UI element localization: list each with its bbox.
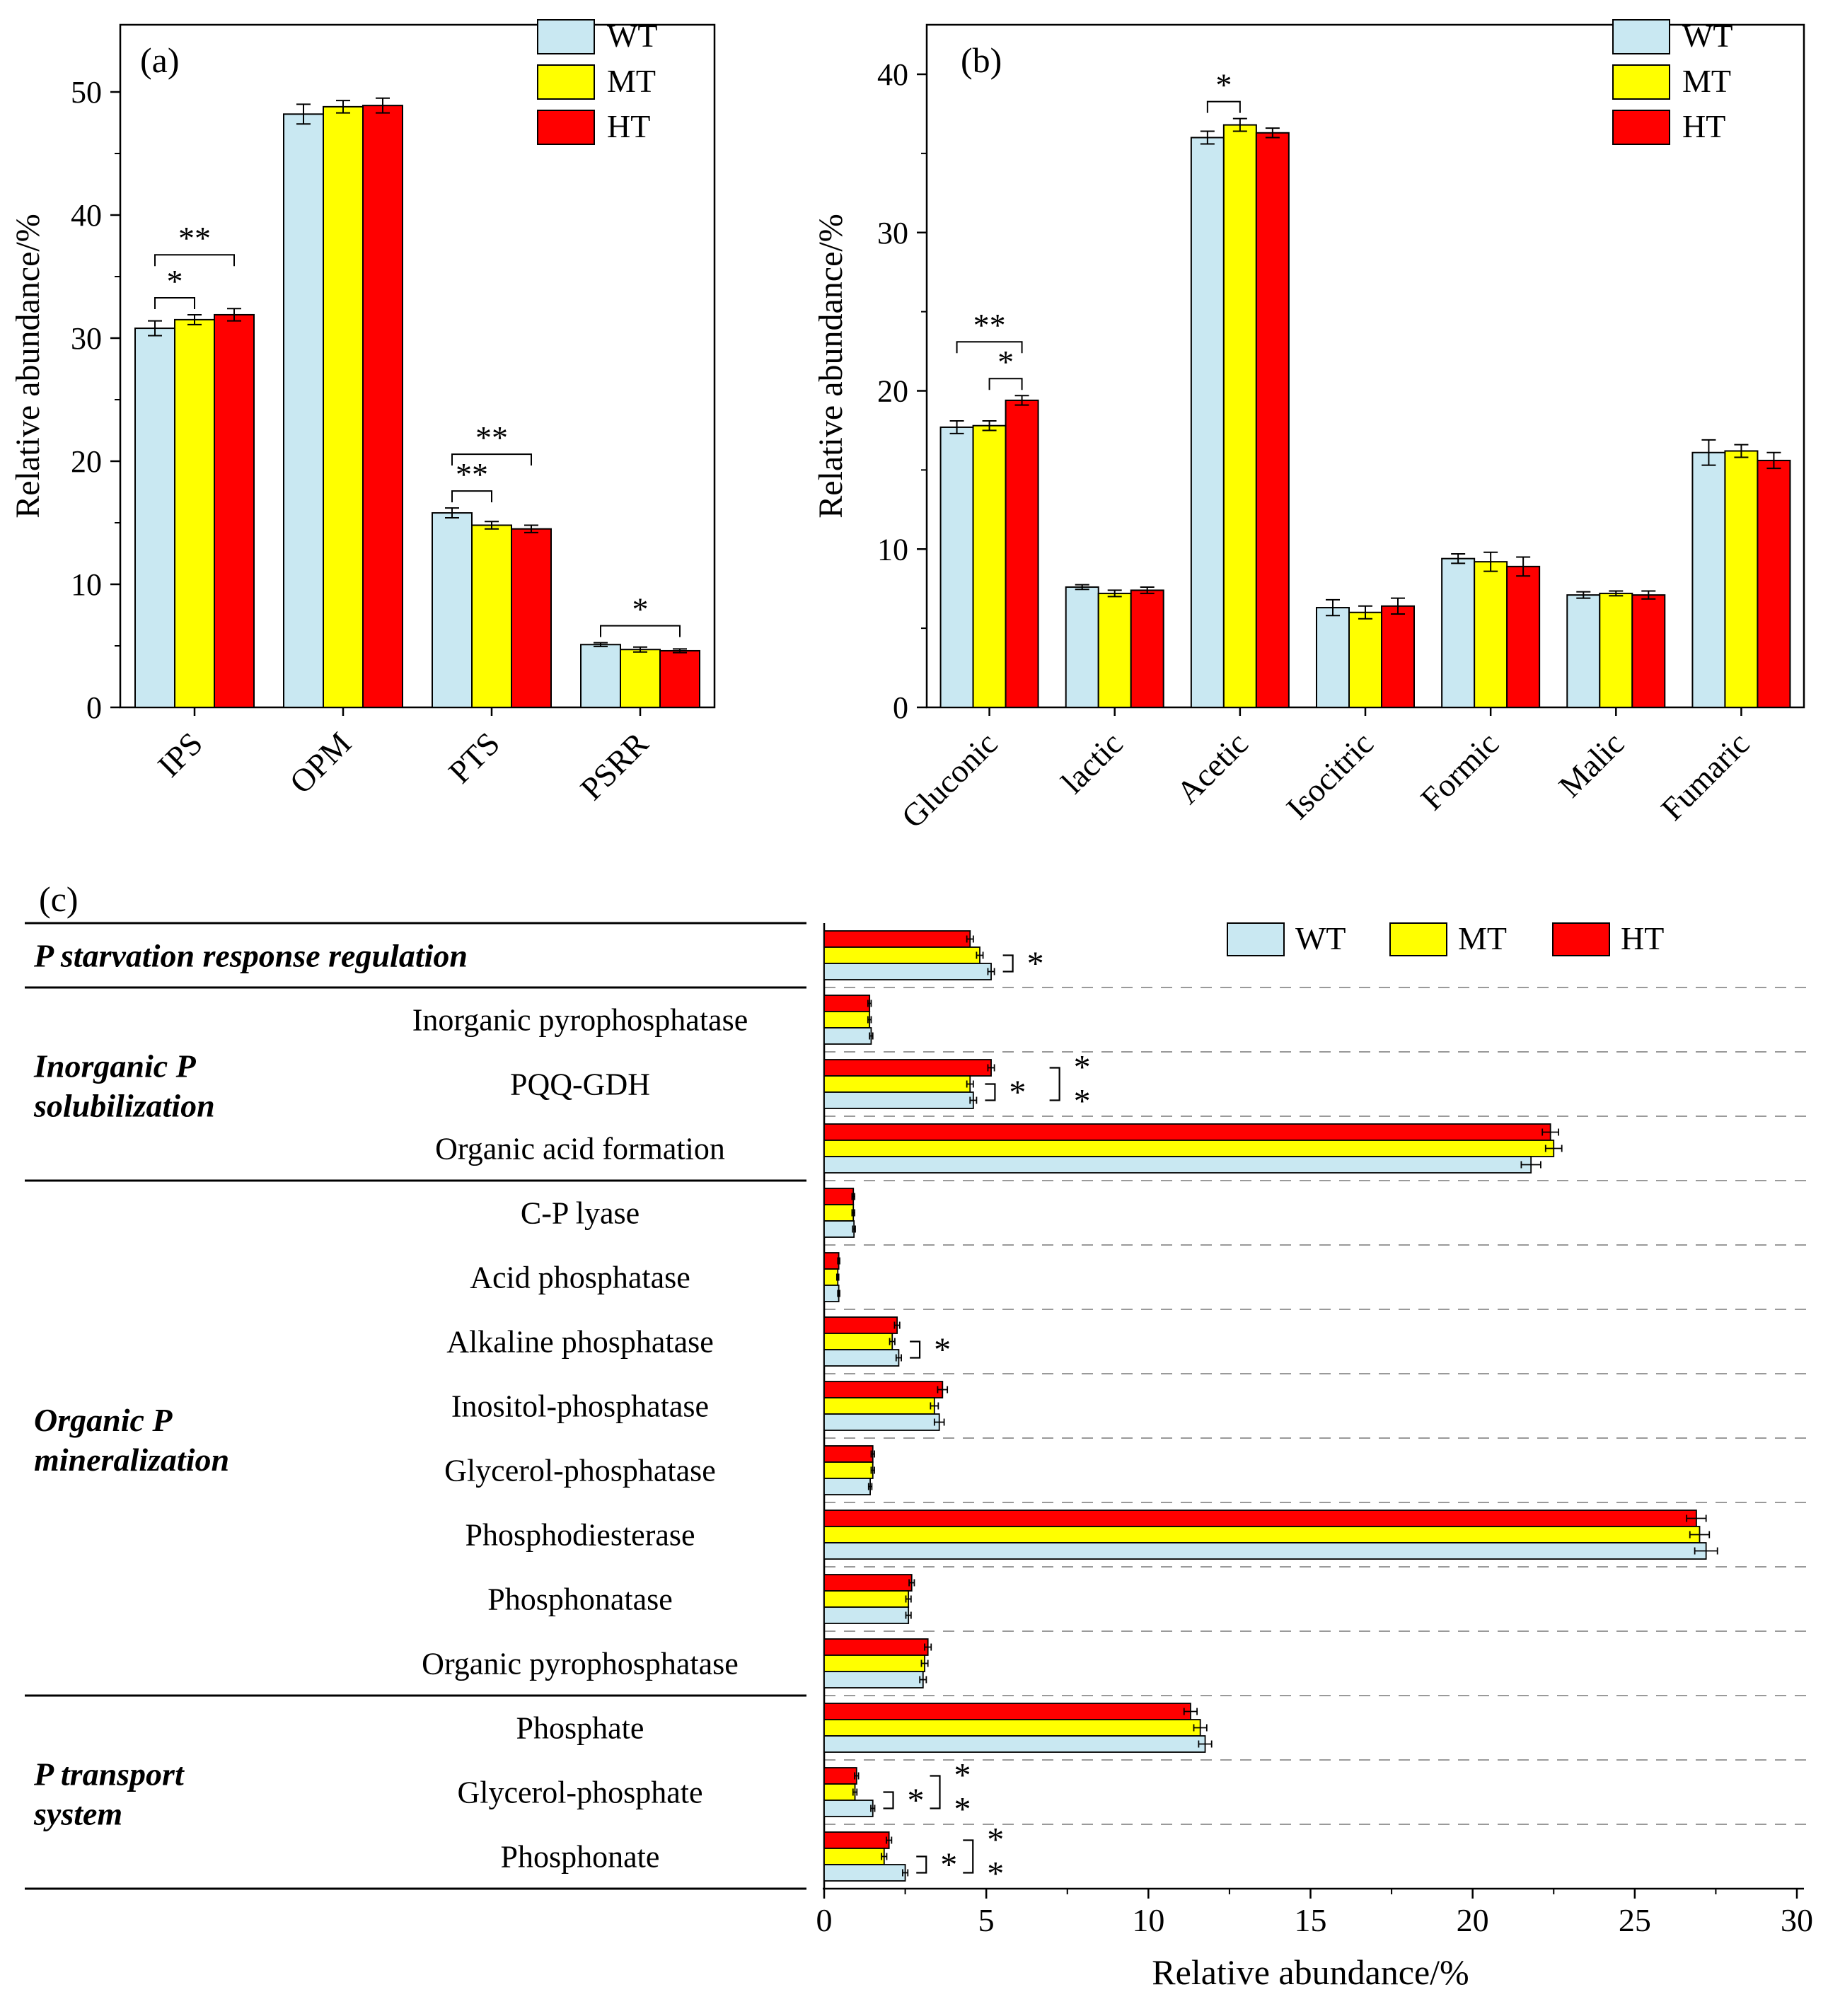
row-label-phosphate: Phosphate bbox=[516, 1710, 644, 1746]
sig-bracket bbox=[916, 1857, 926, 1873]
sig-label: * bbox=[940, 1846, 958, 1884]
panel-c-bar-organic-pyrophosphatase-ht bbox=[824, 1639, 928, 1655]
panel-a-bar-psrr-mt bbox=[620, 649, 660, 707]
panel-c-legend-label-wt: WT bbox=[1295, 920, 1346, 956]
panel-a-legend-swatch-ht bbox=[538, 110, 594, 144]
panel-a-panel-letter: (a) bbox=[140, 40, 180, 80]
row-label-c-p-lyase: C-P lyase bbox=[520, 1195, 640, 1231]
sig-bracket bbox=[1208, 102, 1240, 113]
section-label-p-starvation-response-regulation: P starvation response regulation bbox=[34, 937, 468, 974]
y-tick-label: 50 bbox=[71, 75, 102, 110]
panel-b-panel-letter: (b) bbox=[961, 40, 1002, 80]
sig-bracket bbox=[601, 626, 680, 637]
panel-b-bar-formic-ht bbox=[1507, 567, 1539, 707]
panel-b-legend-swatch-wt bbox=[1613, 20, 1670, 54]
panel-c-legend-swatch-ht bbox=[1553, 923, 1609, 956]
panel-b-legend-label-wt: WT bbox=[1682, 18, 1733, 54]
panel-a-bar-psrr-wt bbox=[581, 644, 620, 707]
panel-b-bar-lactic-wt bbox=[1066, 587, 1099, 707]
panel-b-bar-formic-wt bbox=[1442, 559, 1474, 707]
panel-c-bar-glycerol-phosphate-wt bbox=[824, 1800, 873, 1817]
x-tick-label: 30 bbox=[1781, 1902, 1813, 1938]
panel-c-bar-phosphate-mt bbox=[824, 1720, 1201, 1736]
panel-b-legend-swatch-mt bbox=[1613, 65, 1670, 99]
sig-bracket bbox=[910, 1342, 920, 1358]
panel-c-bar-glycerol-phosphatase-ht bbox=[824, 1446, 873, 1462]
panel-b-plot-frame bbox=[927, 25, 1804, 707]
row-label-organic-acid-formation: Organic acid formation bbox=[435, 1131, 725, 1166]
sig-label: * bbox=[632, 591, 649, 627]
panel-c-legend-label-mt: MT bbox=[1458, 920, 1507, 956]
y-tick-label: 40 bbox=[71, 198, 102, 233]
panel-c-horizontal-bar-chart bbox=[0, 870, 1828, 2016]
panel-b-bar-fumaric-ht bbox=[1757, 460, 1790, 707]
panel-c-bar-alkaline-phosphatase-mt bbox=[824, 1333, 892, 1350]
sig-label: * bbox=[954, 1790, 971, 1829]
y-tick-label: 10 bbox=[71, 567, 102, 602]
panel-b-bar-gluconic-ht bbox=[1006, 400, 1039, 707]
panel-b-grouped-bar-chart bbox=[799, 0, 1828, 870]
panel-c-bar-alkaline-phosphatase-ht bbox=[824, 1317, 897, 1333]
panel-c-bar-glycerol-phosphate-ht bbox=[824, 1768, 857, 1784]
panel-c-bar-pqq-gdh-mt bbox=[824, 1076, 970, 1092]
panel-b-bar-isocitric-wt bbox=[1317, 608, 1349, 707]
panel-c-bar-phosphonatase-wt bbox=[824, 1607, 908, 1623]
row-label-glycerol-phosphatase: Glycerol-phosphatase bbox=[444, 1453, 716, 1488]
panel-c-bar-glycerol-phosphatase-mt bbox=[824, 1462, 873, 1478]
x-tick-label: 0 bbox=[816, 1902, 833, 1938]
panel-c-bar-organic-pyrophosphatase-mt bbox=[824, 1655, 925, 1672]
x-tick-label: 20 bbox=[1456, 1902, 1489, 1938]
sig-label: * bbox=[997, 344, 1014, 381]
panel-c-bar-phosphonate-wt bbox=[824, 1865, 906, 1881]
panel-b-bar-gluconic-mt bbox=[973, 426, 1006, 707]
sig-label: * bbox=[1026, 945, 1044, 983]
panel-c-bar-inorganic-pyrophosphatase-ht bbox=[824, 995, 869, 1012]
y-tick-label: 30 bbox=[71, 321, 102, 356]
row-label-glycerol-phosphate: Glycerol-phosphate bbox=[457, 1775, 703, 1810]
panel-c-bar-organic-pyrophosphatase-wt bbox=[824, 1672, 923, 1688]
panel-c-bar-c-p-lyase-mt bbox=[824, 1205, 853, 1221]
sig-label: * bbox=[1073, 1082, 1091, 1120]
y-tick-label: 10 bbox=[877, 532, 908, 567]
sig-label: * bbox=[907, 1782, 925, 1819]
panel-a-category-label-ips: IPS bbox=[150, 725, 210, 784]
sig-bracket bbox=[1003, 956, 1013, 972]
y-tick-label: 20 bbox=[71, 444, 102, 479]
panel-b-bar-acetic-mt bbox=[1224, 125, 1256, 707]
sig-label: * bbox=[987, 1855, 1005, 1893]
sig-label: * bbox=[987, 1821, 1005, 1859]
panel-c-bar-glycerol-phosphatase-wt bbox=[824, 1478, 870, 1495]
section-label-p-transport-system-line2: system bbox=[34, 1795, 123, 1832]
panel-c-bar-glycerol-phosphate-mt bbox=[824, 1784, 855, 1800]
panel-c-bar-c-p-lyase-wt bbox=[824, 1221, 854, 1237]
panel-b-bar-lactic-ht bbox=[1131, 590, 1164, 707]
row-label-phosphodiesterase: Phosphodiesterase bbox=[465, 1517, 695, 1553]
panel-b-bar-malic-ht bbox=[1632, 595, 1665, 707]
panel-c-bar-p-starvation-response-regulation-mt bbox=[824, 947, 980, 963]
sig-label: * bbox=[1215, 66, 1232, 103]
y-tick-label: 40 bbox=[877, 57, 908, 92]
row-label-acid-phosphatase: Acid phosphatase bbox=[470, 1260, 690, 1295]
row-label-phosphonate: Phosphonate bbox=[500, 1839, 660, 1875]
panel-a-category-label-psrr: PSRR bbox=[573, 725, 656, 807]
panel-b-category-label-formic: Formic bbox=[1413, 725, 1506, 818]
panel-c-bar-organic-acid-formation-mt bbox=[824, 1140, 1554, 1157]
panel-b-bar-fumaric-wt bbox=[1692, 453, 1725, 707]
panel-a-bar-pts-mt bbox=[472, 525, 511, 707]
panel-c-bar-phosphonatase-mt bbox=[824, 1591, 908, 1607]
panel-c-bar-c-p-lyase-ht bbox=[824, 1188, 853, 1205]
panel-a-bar-psrr-ht bbox=[660, 651, 700, 707]
panel-a-bar-ips-wt bbox=[135, 328, 175, 707]
panel-b-category-label-malic: Malic bbox=[1551, 725, 1631, 804]
panel-b-bar-malic-wt bbox=[1567, 595, 1600, 707]
panel-b-bar-fumaric-mt bbox=[1725, 451, 1757, 707]
panel-c-legend-swatch-wt bbox=[1227, 923, 1284, 956]
panel-c-bar-phosphonate-mt bbox=[824, 1848, 884, 1865]
panel-a-bar-ips-mt bbox=[175, 320, 214, 707]
panel-b-category-label-isocitric: Isocitric bbox=[1279, 725, 1381, 826]
panel-c-bar-phosphodiesterase-mt bbox=[824, 1527, 1700, 1543]
panel-a-bar-pts-ht bbox=[511, 529, 551, 707]
sig-bracket bbox=[930, 1776, 940, 1809]
panel-b-category-label-acetic: Acetic bbox=[1169, 725, 1255, 811]
panel-a-bar-opm-wt bbox=[284, 114, 323, 707]
panel-b-bar-isocitric-ht bbox=[1382, 606, 1414, 707]
panel-c-bar-phosphate-ht bbox=[824, 1703, 1191, 1720]
section-label-inorganic-p-solubilization-line2: solubilization bbox=[34, 1087, 215, 1124]
panel-b-bar-malic-mt bbox=[1600, 593, 1632, 707]
y-tick-label: 20 bbox=[877, 373, 908, 409]
sig-label: ** bbox=[973, 307, 1006, 344]
panel-c-bar-acid-phosphatase-mt bbox=[824, 1269, 838, 1285]
row-label-pqq-gdh: PQQ-GDH bbox=[510, 1067, 650, 1102]
panel-c-bar-inorganic-pyrophosphatase-wt bbox=[824, 1028, 871, 1044]
panel-b-bar-gluconic-wt bbox=[941, 427, 973, 707]
panel-b-y-axis-title: Relative abundance/% bbox=[812, 214, 850, 519]
sig-bracket bbox=[985, 1084, 995, 1101]
panel-a-category-label-opm: OPM bbox=[282, 725, 359, 801]
panel-a-bar-opm-mt bbox=[323, 107, 363, 707]
panel-a-bar-pts-wt bbox=[432, 513, 472, 707]
panel-a-legend-label-ht: HT bbox=[607, 108, 651, 144]
sig-label: * bbox=[954, 1756, 971, 1795]
panel-a-legend-label-mt: MT bbox=[607, 63, 656, 99]
x-tick-label: 15 bbox=[1294, 1902, 1327, 1938]
x-tick-label: 10 bbox=[1132, 1902, 1165, 1938]
sig-label: ** bbox=[178, 220, 211, 257]
row-label-phosphonatase: Phosphonatase bbox=[487, 1582, 673, 1617]
sig-label: * bbox=[166, 262, 183, 299]
panel-b-bar-acetic-ht bbox=[1256, 133, 1289, 707]
panel-c-bar-acid-phosphatase-wt bbox=[824, 1285, 839, 1302]
panel-c-bar-p-starvation-response-regulation-wt bbox=[824, 963, 991, 980]
panel-c-bar-p-starvation-response-regulation-ht bbox=[824, 931, 970, 947]
panel-c-bar-pqq-gdh-wt bbox=[824, 1092, 973, 1108]
sig-bracket bbox=[963, 1841, 973, 1873]
panel-a-category-label-pts: PTS bbox=[441, 725, 507, 791]
panel-c-bar-phosphodiesterase-wt bbox=[824, 1543, 1706, 1559]
sig-bracket bbox=[884, 1792, 893, 1809]
sig-label: ** bbox=[456, 456, 488, 493]
panel-b-bar-acetic-wt bbox=[1191, 138, 1224, 708]
sig-label: ** bbox=[475, 419, 508, 456]
panel-c-bar-inositol-phosphatase-ht bbox=[824, 1381, 942, 1398]
panel-c-bar-inorganic-pyrophosphatase-mt bbox=[824, 1012, 869, 1028]
panel-a-legend-swatch-wt bbox=[538, 20, 594, 54]
panel-c-bar-phosphodiesterase-ht bbox=[824, 1510, 1696, 1527]
panel-a-legend-label-wt: WT bbox=[607, 18, 658, 54]
x-tick-label: 25 bbox=[1618, 1902, 1651, 1938]
panel-c-legend-label-ht: HT bbox=[1621, 920, 1665, 956]
panel-a-bar-ips-ht bbox=[214, 315, 254, 707]
y-tick-label: 30 bbox=[877, 215, 908, 250]
panel-c-bar-phosphonate-ht bbox=[824, 1832, 889, 1848]
sig-label: * bbox=[1009, 1074, 1026, 1111]
panel-b-category-label-gluconic: Gluconic bbox=[894, 725, 1005, 835]
panel-a-bar-opm-ht bbox=[363, 105, 403, 707]
panel-c-bar-alkaline-phosphatase-wt bbox=[824, 1350, 898, 1366]
sig-label: * bbox=[1073, 1048, 1091, 1087]
row-label-alkaline-phosphatase: Alkaline phosphatase bbox=[446, 1324, 714, 1360]
section-label-organic-p-mineralization-line2: mineralization bbox=[34, 1442, 230, 1478]
y-tick-label: 0 bbox=[893, 690, 908, 725]
panel-c-bar-acid-phosphatase-ht bbox=[824, 1253, 839, 1269]
section-label-p-transport-system: P transport bbox=[34, 1756, 184, 1792]
x-tick-label: 5 bbox=[978, 1902, 995, 1938]
sig-bracket bbox=[990, 378, 1022, 390]
row-label-inorganic-pyrophosphatase: Inorganic pyrophosphatase bbox=[412, 1002, 748, 1038]
panel-a-legend-swatch-mt bbox=[538, 65, 594, 99]
section-label-organic-p-mineralization: Organic P bbox=[34, 1402, 173, 1438]
panel-b-legend-label-mt: MT bbox=[1682, 63, 1731, 99]
sig-bracket bbox=[1050, 1068, 1060, 1101]
panel-b-bar-lactic-mt bbox=[1099, 593, 1131, 707]
panel-b-legend-label-ht: HT bbox=[1682, 108, 1726, 144]
panel-b-legend-swatch-ht bbox=[1613, 110, 1670, 144]
panel-c-legend-swatch-mt bbox=[1390, 923, 1447, 956]
panel-b-category-label-fumaric: Fumaric bbox=[1654, 725, 1757, 828]
row-label-organic-pyrophosphatase: Organic pyrophosphatase bbox=[422, 1646, 739, 1681]
panel-c-bar-pqq-gdh-ht bbox=[824, 1060, 991, 1076]
panel-c-bar-phosphate-wt bbox=[824, 1736, 1205, 1752]
panel-b-bar-isocitric-mt bbox=[1349, 613, 1382, 707]
panel-c-bar-inositol-phosphatase-mt bbox=[824, 1398, 935, 1414]
row-label-inositol-phosphatase: Inositol-phosphatase bbox=[451, 1389, 710, 1424]
section-label-inorganic-p-solubilization: Inorganic P bbox=[34, 1048, 196, 1084]
sig-bracket bbox=[452, 491, 492, 502]
panel-c-x-axis-title: Relative abundance/% bbox=[1152, 1952, 1469, 1992]
panel-c-panel-letter: (c) bbox=[39, 879, 79, 919]
panel-c-bar-inositol-phosphatase-wt bbox=[824, 1414, 939, 1430]
sig-bracket bbox=[155, 298, 195, 309]
sig-label: * bbox=[934, 1331, 951, 1369]
panel-b-category-label-lactic: lactic bbox=[1054, 725, 1130, 801]
panel-b-bar-formic-mt bbox=[1474, 562, 1507, 707]
panel-a-y-axis-title: Relative abundance/% bbox=[9, 214, 47, 519]
panel-c-bar-phosphonatase-ht bbox=[824, 1575, 912, 1591]
y-tick-label: 0 bbox=[86, 690, 102, 725]
panel-a-grouped-bar-chart bbox=[0, 0, 799, 870]
panel-c-bar-organic-acid-formation-wt bbox=[824, 1157, 1531, 1173]
panel-c-bar-organic-acid-formation-ht bbox=[824, 1124, 1551, 1140]
